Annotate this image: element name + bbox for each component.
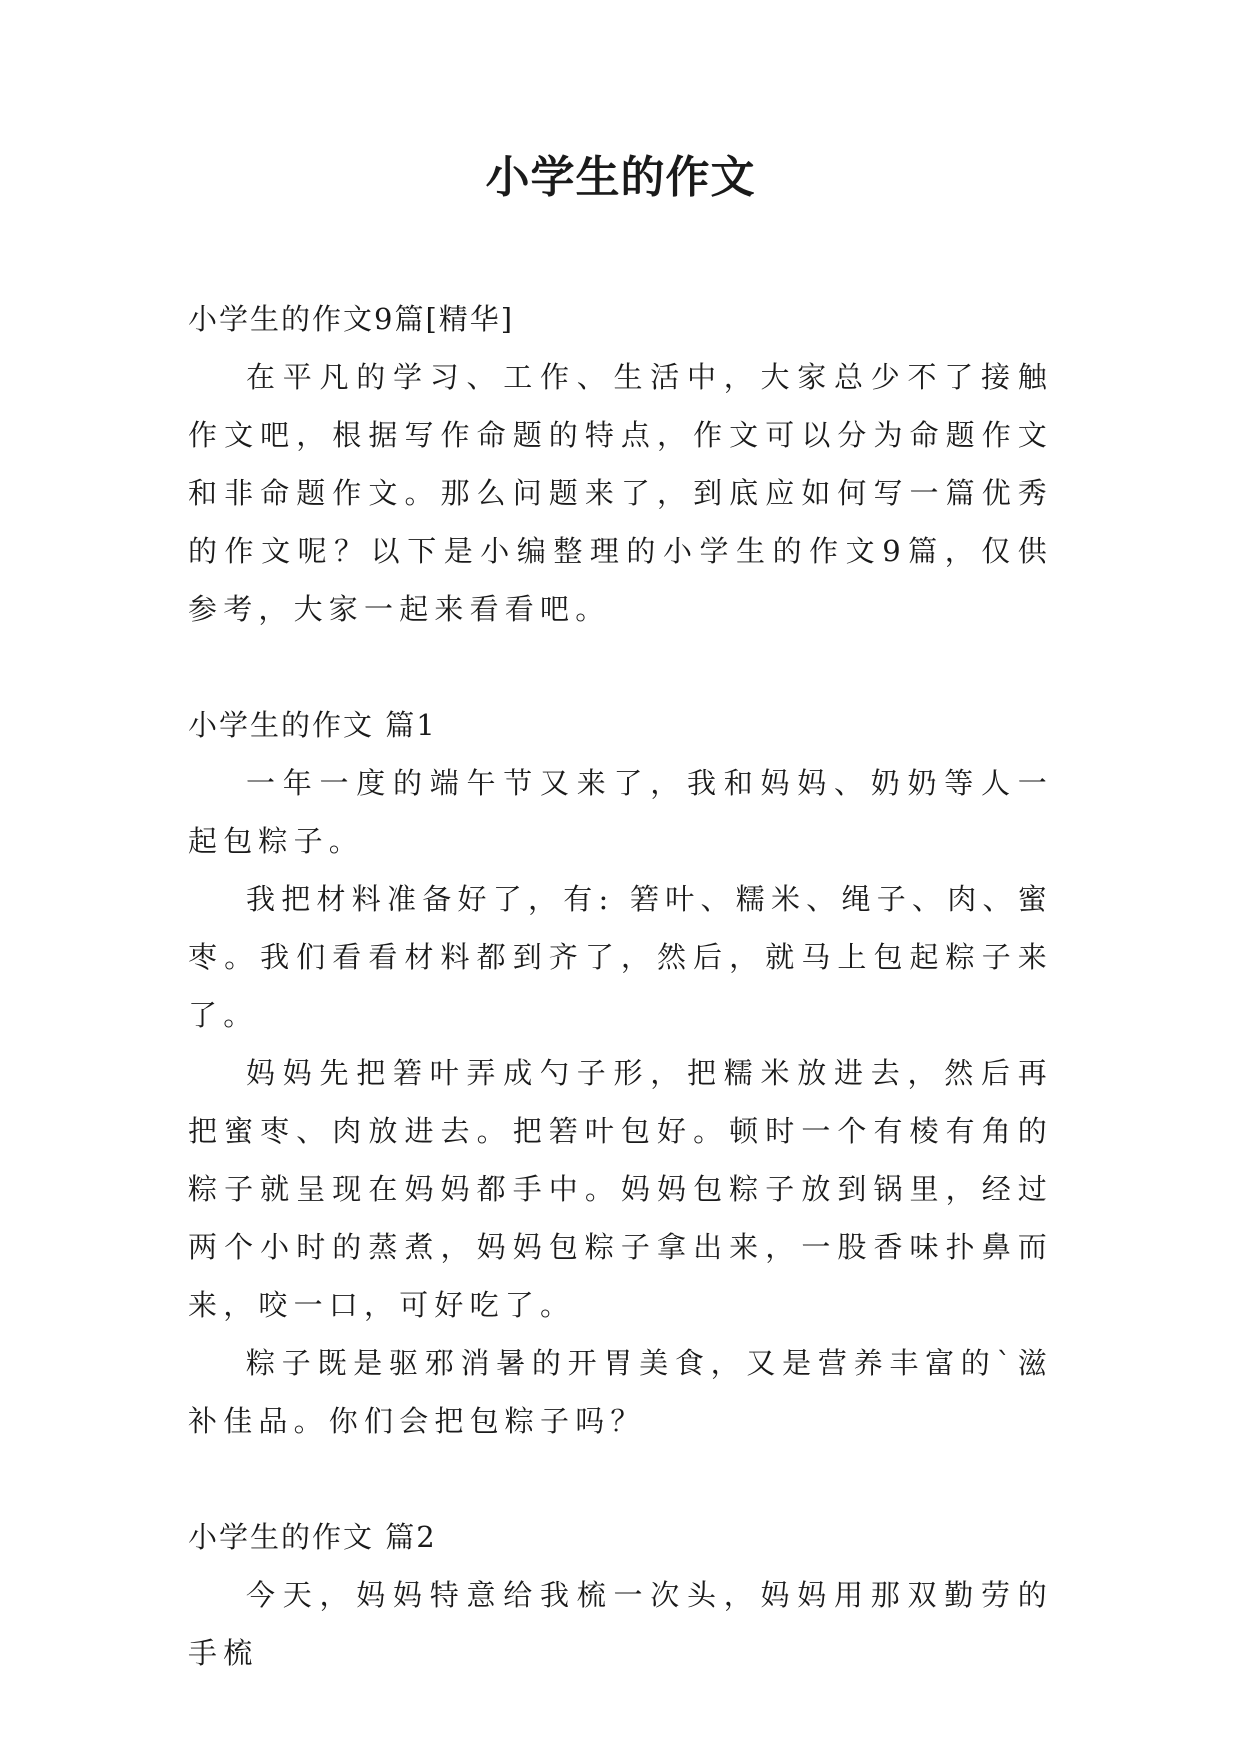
- section-paragraph: 今天，妈妈特意给我梳一次头，妈妈用那双勤劳的手梳: [188, 1578, 1053, 1670]
- document-body: [188, 290, 1053, 1682]
- section-2: [188, 1508, 1053, 1682]
- section-paragraph: 妈妈先把箬叶弄成勺子形，把糯米放进去，然后再把蜜枣、肉放进去。把箬叶包好。顿时一个有棱有角的粽子就呈现在妈妈都手中。妈妈包粽子放到锅里，经过两个小时的蒸煮，妈妈包粽子拿出来，一股香味扑鼻而来，咬一口，可好吃了。: [188, 1056, 1053, 1322]
- section-paragraph: 粽子既是驱邪消暑的开胃美食，又是营养丰富的`滋补佳品。你们会把包粽子吗？: [188, 1346, 1053, 1438]
- section-heading: 小学生的作文 篇1: [188, 708, 437, 742]
- document-title: 小学生的作文: [485, 152, 756, 203]
- intro-paragraph: 在平凡的学习、工作、生活中，大家总少不了接触作文吧，根据写作命题的特点，作文可以分为命题作文和非命题作文。那么问题来了，到底应如何写一篇优秀的作文呢？以下是小编整理的小学生的作文9篇，仅供参考，大家一起来看看吧。: [188, 360, 1053, 626]
- section-heading: 小学生的作文 篇2: [188, 1520, 437, 1554]
- document-subtitle: 小学生的作文9篇[精华]: [188, 302, 515, 336]
- section-paragraph: 一年一度的端午节又来了，我和妈妈、奶奶等人一起包粽子。: [188, 766, 1053, 858]
- section-1: [188, 696, 1053, 1450]
- section-paragraph: 我把材料准备好了，有: 箬叶、糯米、绳子、肉、蜜枣。我们看看材料都到齐了，然后，就马上包起粽子来了。: [188, 882, 1053, 1032]
